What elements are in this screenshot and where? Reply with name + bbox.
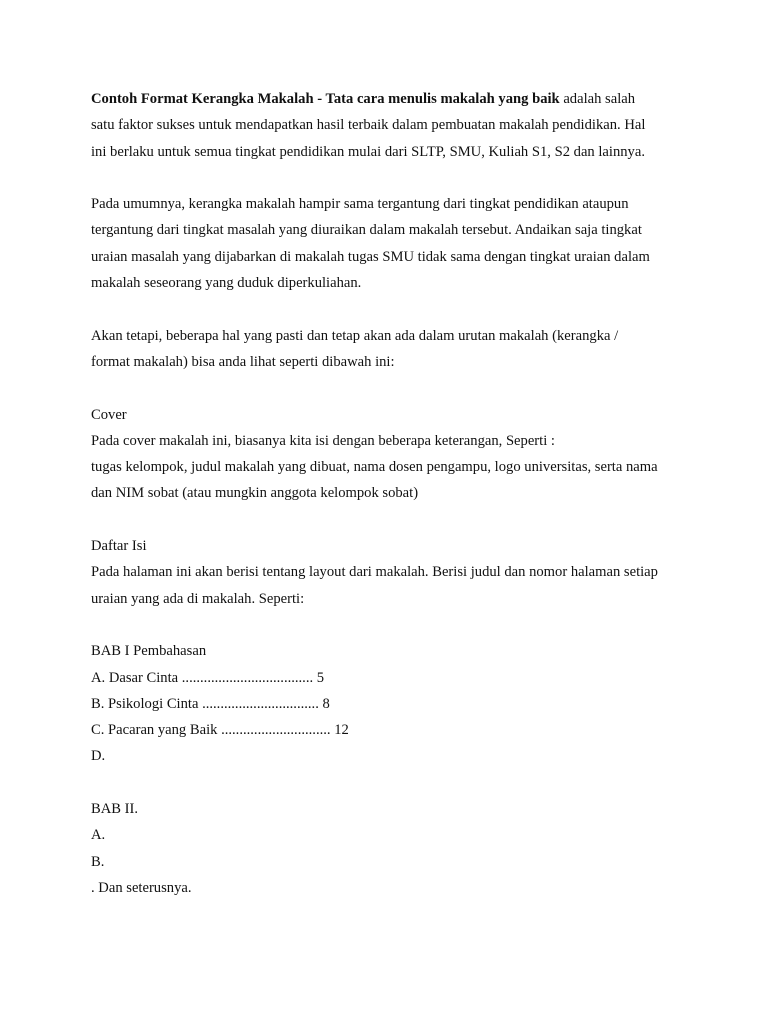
bab1-item: C. Pacaran yang Baik .............................. 12 bbox=[91, 722, 349, 739]
bab1-item: A. Dasar Cinta .................................... 5 bbox=[91, 669, 325, 686]
cover-heading: Cover bbox=[91, 406, 127, 423]
bab2-item: . Dan seterusnya. bbox=[91, 879, 192, 896]
intro-line-2: satu faktor sukses untuk mendapatkan hasil terbaik dalam pembuatan makalah pendidikan. Hal bbox=[91, 117, 646, 134]
intro-line-1-rest: adalah salah bbox=[559, 91, 636, 107]
document-page bbox=[91, 86, 691, 901]
intro-line-3: ini berlaku untuk semua tingkat pendidikan mulai dari SLTP, SMU, Kuliah S1, S2 dan lainnya. bbox=[91, 143, 645, 160]
cover-line: Pada cover makalah ini, biasanya kita isi dengan beberapa keterangan, Seperti : bbox=[91, 432, 555, 449]
bab2-heading: BAB II. bbox=[91, 801, 139, 818]
cover-line: tugas kelompok, judul makalah yang dibuat, nama dosen pengampu, logo universitas, serta nama bbox=[91, 459, 658, 476]
bab1-heading: BAB I Pembahasan bbox=[91, 643, 207, 660]
para3-line: format makalah) bisa anda lihat seperti dibawah ini: bbox=[91, 353, 395, 370]
daftar-isi-line: uraian yang ada di makalah. Seperti: bbox=[91, 590, 305, 607]
para2-line: tergantung dari tingkat masalah yang diuraikan dalam makalah tersebut. Andaikan saja tingkat bbox=[91, 222, 642, 239]
bab1-item: B. Psikologi Cinta ................................ 8 bbox=[91, 695, 330, 712]
para2-line: makalah seseorang yang duduk diperkuliahan. bbox=[91, 275, 362, 292]
para3-line: Akan tetapi, beberapa hal yang pasti dan tetap akan ada dalam urutan makalah (kerangka / bbox=[91, 327, 619, 344]
bab2-item: A. bbox=[91, 827, 106, 844]
intro-line-1 bbox=[91, 86, 691, 112]
intro-bold-title: Contoh Format Kerangka Makalah - Tata cara menulis makalah yang baik bbox=[91, 91, 560, 107]
daftar-isi-heading: Daftar Isi bbox=[91, 538, 147, 555]
bab2-item: B. bbox=[91, 853, 105, 870]
cover-line: dan NIM sobat (atau mungkin anggota kelompok sobat) bbox=[91, 485, 419, 502]
para2-line: uraian masalah yang dijabarkan di makalah tugas SMU tidak sama dengan tingkat uraian dalam bbox=[91, 248, 650, 265]
daftar-isi-line: Pada halaman ini akan berisi tentang layout dari makalah. Berisi judul dan nomor halaman setiap bbox=[91, 564, 658, 581]
bab1-item: D. bbox=[91, 748, 106, 765]
para2-line: Pada umumnya, kerangka makalah hampir sama tergantung dari tingkat pendidikan ataupun bbox=[91, 196, 629, 213]
